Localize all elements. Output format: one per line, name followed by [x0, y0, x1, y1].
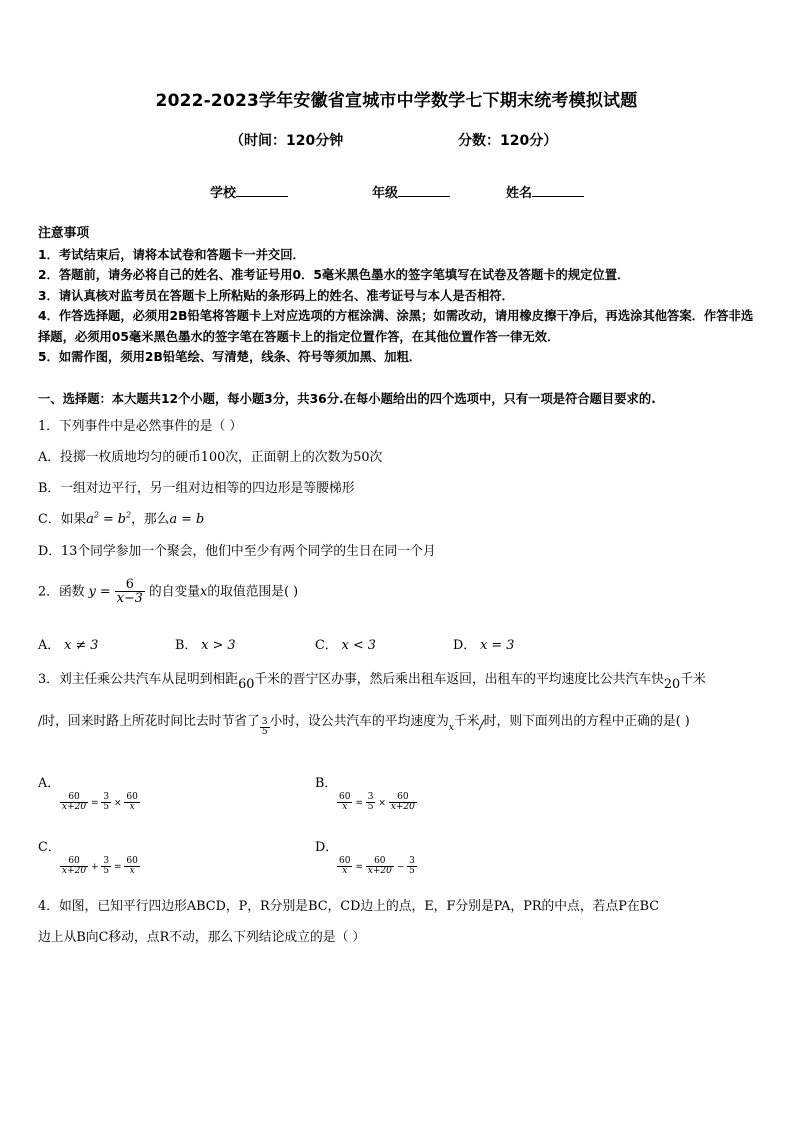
q2-suffix: 的自变量	[148, 584, 201, 600]
notes-heading: 注意事项	[38, 226, 90, 241]
q3-text-b: 千米的晋宁区办事，然后乘出租车返回，出租车的平均速度比公共汽车快	[254, 672, 664, 687]
q2-fraction	[115, 578, 145, 606]
q2-a-value: x ≠ 3	[64, 638, 99, 653]
frac	[60, 793, 88, 813]
q3-text-c: 千米	[680, 672, 706, 687]
num: 3	[103, 856, 110, 866]
frac	[337, 857, 352, 877]
note-item: 5．如需作图，须用2B铅笔绘、写清楚，线条、符号等须加黑、加粗．	[38, 350, 422, 364]
op: =	[355, 862, 363, 873]
op: =	[113, 862, 122, 873]
score-label: 分数：120分）	[458, 133, 558, 149]
section-heading: 一、选择题：本大题共12个小题，每小题3分，共36分.在每小题给出的四个选项中，只有一项是符合题目要求的.	[38, 392, 656, 406]
name-blank	[532, 184, 584, 197]
note-item: 1．考试结束后，请将本试卷和答题卡一并交回．	[38, 247, 305, 262]
num: 60	[339, 792, 351, 802]
q2-d-value: x = 3	[480, 638, 515, 653]
frac	[124, 857, 139, 877]
q3-n20: 20	[663, 677, 681, 692]
q2-b-value: x > 3	[201, 638, 236, 653]
q3-text-a: 3．刘主任乘公共汽车从昆明到相距	[38, 672, 239, 687]
grade-field	[372, 182, 450, 201]
frac	[389, 793, 417, 813]
q3-option-d	[315, 836, 417, 877]
num: 60	[60, 857, 88, 867]
school-field	[210, 182, 288, 201]
q2-c-value: x < 3	[341, 638, 376, 653]
den: 5	[367, 802, 374, 813]
num: 60	[60, 793, 88, 803]
num: 60	[339, 856, 351, 866]
note-item: 2．答题前，请务必将自己的姓名、准考证号用0．5毫米黑色墨水的签字笔填写在试卷及答题卡的规定位置．	[38, 268, 630, 282]
name-field	[506, 182, 584, 201]
school-label: 学校	[210, 186, 237, 201]
q3-frac-num: 3	[261, 716, 268, 727]
den: x	[342, 802, 348, 813]
q1-option-d: D．13个同学参加一个聚会，他们中至少有两个同学的生日在同一个月	[38, 544, 436, 559]
num: 60	[389, 793, 417, 803]
op: −	[396, 862, 405, 873]
q1-c-prefix: C．如果	[38, 512, 87, 527]
den: x+20	[62, 866, 87, 877]
q3-b-equation	[337, 793, 417, 813]
q3-option-a	[38, 772, 140, 813]
q3-line2	[38, 710, 690, 737]
q2-d-label: D．	[453, 638, 477, 653]
q3-a-label: A．	[38, 776, 61, 791]
q4-line1: 4．如图，已知平行四边形ABCD，P，R分别是BC，CD边上的点，E，F分别是PA，PR的中点，若点P在BC	[38, 899, 660, 914]
den: x+20	[390, 802, 415, 813]
note-item: 4．作答选择题，必须用2B铅笔将答题卡上对应选项的方框涂满、涂黑；如需改动，请用橡皮擦干净后，再选涂其他答案．作答非选择题，必须用05毫米黑色墨水的签字笔在答题卡上的指定位置作答，在其他位置作答一律无效．	[38, 309, 754, 344]
school-blank	[236, 184, 288, 197]
q3-a-equation	[60, 793, 140, 813]
q3-var-x: x	[448, 723, 454, 733]
q2-option-b	[175, 634, 236, 653]
q3-c-equation	[60, 857, 140, 877]
frac	[337, 793, 352, 813]
frac	[407, 857, 417, 877]
frac	[60, 857, 88, 877]
op: =	[355, 798, 363, 809]
q3-d-label: D．	[315, 840, 339, 855]
den: 5	[103, 866, 110, 877]
q3-d-equation	[337, 857, 417, 877]
q3-frac-den: 5	[261, 727, 268, 737]
q3-b-label: B．	[315, 776, 338, 791]
op: +	[90, 862, 99, 873]
q2-b-label: B．	[175, 638, 198, 653]
q4-line2: 边上从B向C移动，点R不动，那么下列结论成立的是（ ）	[38, 930, 366, 945]
num: 3	[409, 856, 415, 866]
op: ×	[378, 798, 386, 809]
time-label: （时间：120分钟	[230, 133, 344, 149]
den: x	[342, 866, 348, 877]
q3-text-e: 小时，设公共汽车的平均速度为	[269, 714, 449, 729]
frac	[101, 857, 111, 877]
frac	[101, 793, 111, 813]
q2-lhs: y =	[88, 584, 111, 600]
q2-suffix2: 的取值范围是( )	[207, 584, 299, 600]
q1-c-result: a = b	[169, 512, 205, 527]
frac	[124, 793, 139, 813]
q3-frac-35	[260, 718, 270, 738]
q3-slash: /	[479, 718, 484, 733]
note-item: 3．请认真核对监考员在答题卡上所粘贴的条形码上的姓名、准考证号与本人是否相符．	[38, 288, 514, 303]
q2-frac-den: x−3	[116, 591, 143, 607]
num: 3	[103, 792, 110, 802]
den: x+20	[62, 802, 87, 813]
den: x	[129, 866, 135, 877]
q1-option-b: B．一组对边平行，另一组对边相等的四边形是等腰梯形	[38, 481, 355, 496]
q3-option-b	[315, 772, 417, 813]
q3-c-label: C．	[38, 840, 61, 855]
q3-text-f: 千米	[453, 714, 480, 729]
q2-var: x	[200, 584, 208, 600]
op: ×	[113, 798, 122, 809]
notes-block	[38, 224, 760, 368]
op: =	[90, 798, 99, 809]
num: 60	[126, 792, 138, 802]
q3-text-g: 时，则下面列出的方程中正确的是( )	[483, 714, 690, 729]
grade-blank	[398, 184, 450, 197]
den: 5	[409, 866, 415, 877]
name-label: 姓名	[506, 186, 533, 201]
q3-option-c	[38, 836, 140, 877]
q3-n60: 60	[238, 677, 255, 692]
q2-c-label: C．	[315, 638, 338, 653]
frac	[366, 857, 394, 877]
den: x	[129, 802, 135, 813]
grade-label: 年级	[372, 186, 399, 201]
q2-prefix: 2．函数	[38, 584, 85, 600]
q2-option-a	[38, 634, 98, 653]
q3-text-d: /时，回来时路上所花时间比去时节省了	[38, 714, 260, 729]
num: 60	[366, 857, 394, 867]
q1-stem: 1．下列事件中是必然事件的是（ ）	[38, 419, 243, 434]
q1-c-mid: ，那么	[131, 512, 170, 527]
q2-option-d	[453, 634, 514, 653]
q2-option-c	[315, 634, 376, 653]
frac	[366, 793, 376, 813]
page-title: 2022-2023学年安徽省宣城市中学数学七下期末统考模拟试题	[155, 91, 638, 111]
num: 3	[367, 792, 374, 802]
q2-stem	[38, 578, 298, 606]
q1-option-a: A．投掷一枚质地均匀的硬币100次，正面朝上的次数为50次	[38, 450, 383, 465]
q1-c-formula: $a^2 = b^2$	[86, 510, 132, 527]
q2-frac-num: 6	[115, 578, 145, 592]
den: 5	[103, 802, 110, 813]
q1-option-c	[38, 508, 204, 527]
num: 60	[126, 856, 138, 866]
den: x+20	[367, 866, 392, 877]
q2-a-label: A．	[38, 638, 61, 653]
q3-line1	[38, 668, 706, 692]
